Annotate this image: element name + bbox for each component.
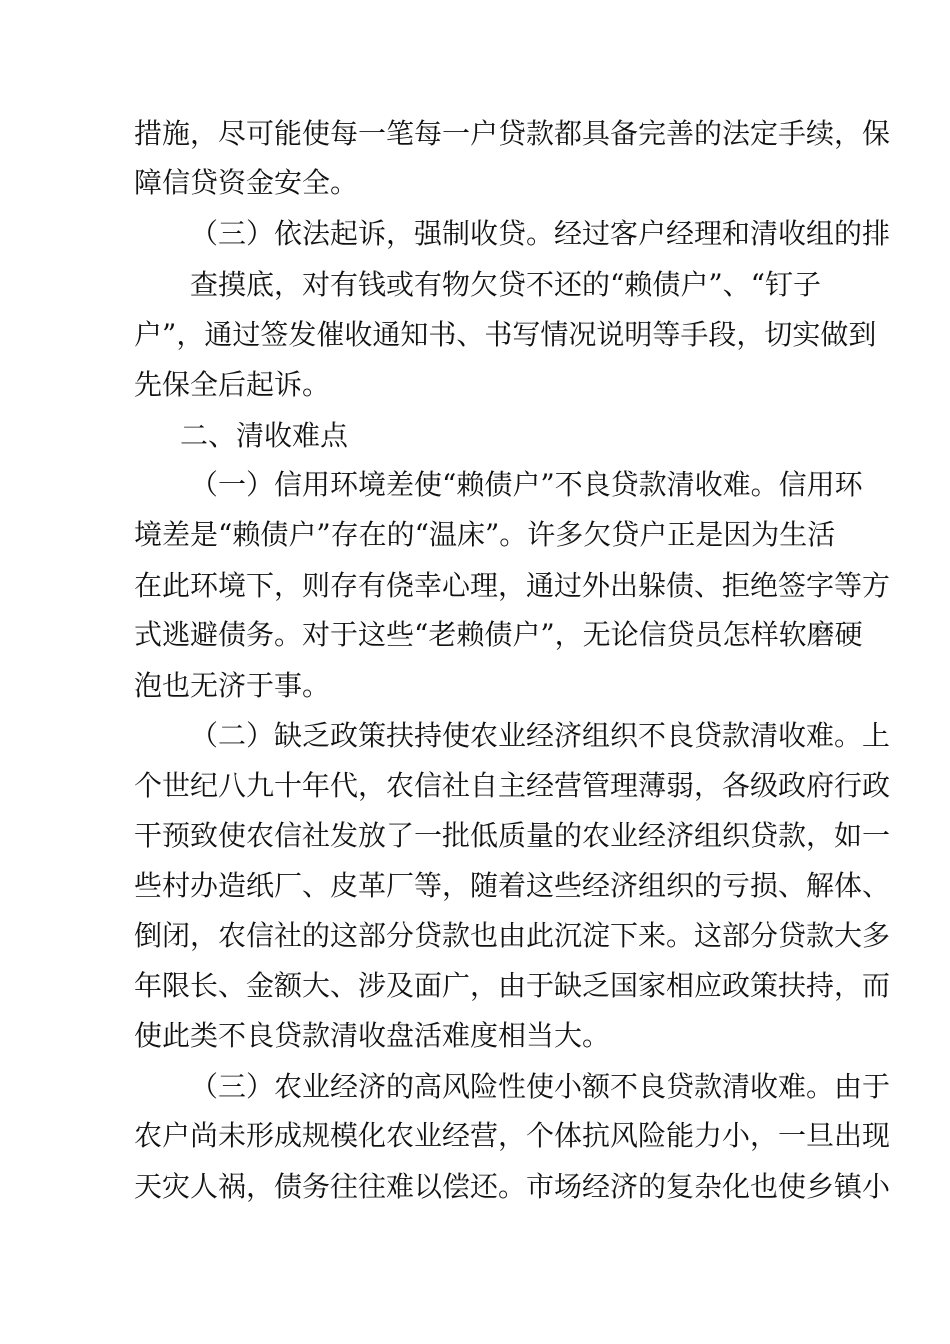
text-line: 年限长、金额大、涉及面广，由于缺乏国家相应政策扶持，而 <box>134 969 891 1002</box>
text-line: 户”，通过签发催收通知书、书写情况说明等手段，切实做到 <box>134 318 877 351</box>
text-line: （二）缺乏政策扶持使农业经济组织不良贷款清收难。上 <box>190 719 891 752</box>
text-line: 个世纪八九十年代，农信社自主经营管理薄弱，各级政府行政 <box>134 769 891 802</box>
text-line: 天灾人祸，债务往往难以偿还。市场经济的复杂化也使乡镇小 <box>134 1170 891 1203</box>
text-line: 障信贷资金安全。 <box>134 166 359 199</box>
text-line: 泡也无济于事。 <box>134 669 331 702</box>
text-line: （三）依法起诉，强制收贷。经过客户经理和清收组的排 <box>190 217 891 250</box>
text-line: 式逃避债务。对于这些“老赖债户”，无论信贷员怎样软磨硬 <box>134 618 863 651</box>
text-line: 些村办造纸厂、皮革厂等，随着这些经济组织的亏损、解体、 <box>134 869 891 902</box>
text-line: 农户尚未形成规模化农业经营，个体抗风险能力小，一旦出现 <box>134 1119 891 1152</box>
text-line: 境差是“赖债户”存在的“温床”。许多欠贷户正是因为生活 <box>134 518 836 551</box>
text-line: 措施，尽可能使每一笔每一户贷款都具备完善的法定手续，保 <box>134 117 891 150</box>
text-line: （三）农业经济的高风险性使小额不良贷款清收难。由于 <box>190 1070 891 1103</box>
text-line: （一）信用环境差使“赖债户”不良贷款清收难。信用环 <box>190 468 863 501</box>
text-line: 使此类不良贷款清收盘活难度相当大。 <box>134 1019 611 1052</box>
text-line: 先保全后起诉。 <box>134 368 331 401</box>
section-heading: 二、清收难点 <box>180 419 349 452</box>
text-line: 查摸底，对有钱或有物欠贷不还的“赖债户”、“钉子 <box>190 268 821 301</box>
text-line: 在此环境下，则存有侥幸心理，通过外出躲债、拒绝签字等方 <box>134 569 891 602</box>
text-line: 干预致使农信社发放了一批低质量的农业经济组织贷款，如一 <box>134 819 891 852</box>
text-line: 倒闭，农信社的这部分贷款也由此沉淀下来。这部分贷款大多 <box>134 919 891 952</box>
